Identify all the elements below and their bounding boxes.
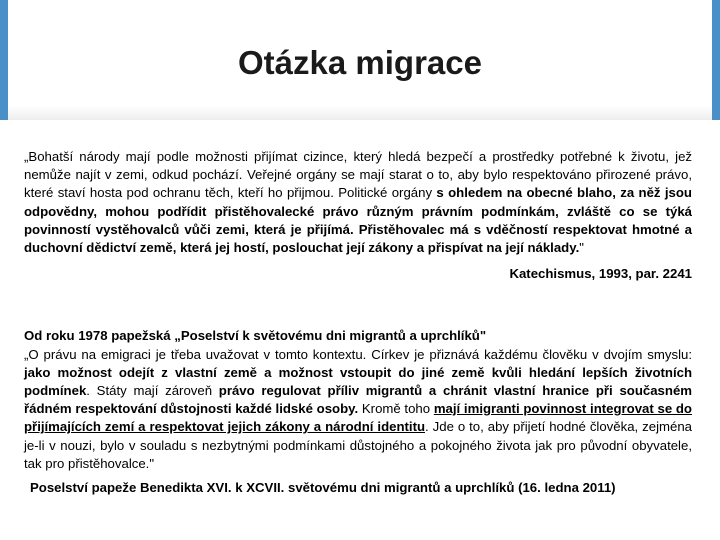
quote1-bold-text: s ohledem na obecné blaho, za něž jsou odpovědny, mohou podřídit přistěhovalecké právo různým právním podmínkám, zvláště co se týká povinností vystěhovalců vůči zemi, která je přijímá. Přistěhovalec má s vděčností respektovat hmotné a duchovní dědictví země, která jej hostí, poslouchat její zákony a přispívat na její náklady.	[24, 185, 692, 256]
quote1-text: „Bohatší národy mají podle možnosti přijímat cizince, který hledá bezpečí a prostředky potřebné k životu, jež nemůže najít v zemi, odkud pochází. Veřejné orgány se mají starat o to, aby bylo respektováno přirozené právo, které staví hosta pod ochranu těch, kteří ho přijmou. Politické orgány	[24, 149, 692, 201]
quote2-s1: „O právu na emigraci je třeba uvažovat v tomto kontextu. Církev je přiznává každému člověku v dvojím smyslu:	[24, 346, 692, 362]
quote2-s4: právo regulovat příliv migrantů a chránit vlastní hranice při současném řádném respektování důstojnosti každé lidské osoby.	[24, 383, 693, 417]
slide-title: Otázka migrace	[238, 44, 482, 81]
papal-message-citation: Poselství papeže Benedikta XVI. k XCVII. světovému dni migrantů a uprchlíků (16. ledna 2011)	[30, 480, 616, 496]
slide-header	[0, 0, 720, 120]
catechism-citation: Katechismus, 1993, par. 2241	[509, 266, 692, 282]
slide-content	[24, 148, 692, 497]
papal-message-quote	[24, 346, 692, 473]
quote2-s2: jako možnost odejít z vlastní země a možnost vstoupit do jiné země kvůli hledání lepších životních podmínek	[24, 364, 692, 399]
spacer	[24, 283, 692, 327]
message-heading: Od roku 1978 papežská „Poselství k světovému dni migrantů a uprchlíků"	[24, 328, 487, 344]
quote2-s5: Kromě toho	[358, 401, 434, 417]
quote1-closing: "	[579, 240, 584, 256]
quote2-s3: . Státy mají zároveň	[86, 383, 219, 399]
quote2-s6: mají imigranti povinnost integrovat se do přijímajících zemí a respektovat jejich zákony a národní identitu	[24, 401, 692, 435]
catechism-quote	[24, 148, 692, 257]
quote2-s7: . Jde o to, aby přijetí hodné člověka, zejména je-li v nouzi, bylo v souladu s nezbytnými podmínkami důstojného a pokojného života jak pro původní obyvatele, tak pro přistěhovalce."	[24, 419, 692, 471]
